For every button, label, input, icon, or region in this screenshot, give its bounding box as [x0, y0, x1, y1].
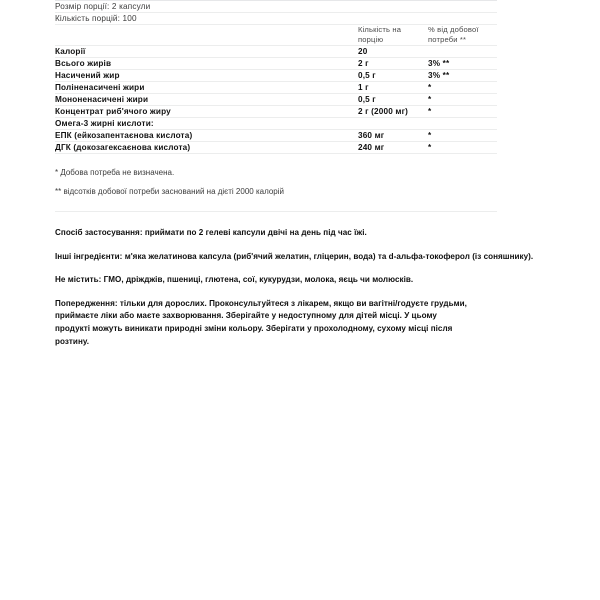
table-row [55, 130, 497, 142]
nutrient-daily-value [428, 46, 497, 58]
nutrient-amount [358, 118, 428, 130]
warning-text: Попередження: тільки для дорослих. Проконсультуйтеся з лікарем, якщо ви вагітні/годуєте грудьми, приймаєте ліки або маєте захворювання. Зберігайте у недоступному для дітей місці. У цьому продукті можуть виникати природні зміни кольору. Зберігати у прохолодному, сухому місці після розтину. [55, 298, 467, 346]
nutrient-name: Калорії [55, 46, 358, 58]
nutrient-name: Поліненасичені жири [55, 82, 358, 94]
column-header-name [55, 25, 358, 46]
servings-per-container-text: Кількість порцій: 100 [55, 13, 497, 25]
directions-text: Спосіб застосування: приймати по 2 гелеві капсули двічі на день під час їжі. [55, 228, 367, 237]
nutrient-group-name: Омега-3 жирні кислоти: [55, 118, 358, 130]
nutrient-daily-value [428, 118, 497, 130]
supplement-facts-table [55, 0, 497, 154]
nutrient-daily-value: * [428, 82, 497, 94]
nutrient-amount: 20 [358, 46, 428, 58]
column-header-daily-value: % від добової потреби ** [428, 25, 497, 46]
nutrient-daily-value: 3% ** [428, 70, 497, 82]
nutrient-name: ДГК (докозагексаєнова кислота) [55, 142, 358, 154]
nutrient-amount: 2 г (2000 мг) [358, 106, 428, 118]
footnote-percent-daily-value-basis: ** відсотків добової потреби заснований на дієті 2000 калорій [55, 187, 284, 196]
nutrient-amount: 2 г [358, 58, 428, 70]
serving-size-text: Розмір порції: 2 капсули [55, 1, 497, 13]
table-row [55, 142, 497, 154]
other-ingredients-text: Інші інгредієнти: м'яка желатинова капсула (риб'ячий желатин, гліцерин, вода) та d-альфа-токоферол (із соняшнику). [55, 251, 534, 261]
table-row [55, 70, 497, 82]
contains-no-text: Не містить: ГМО, дріжджів, пшениці, глютена, сої, кукурудзи, молока, яєць чи молюсків. [55, 275, 414, 285]
servings-per-container-row [55, 13, 497, 25]
nutrient-amount: 0,5 г [358, 94, 428, 106]
nutrient-amount: 1 г [358, 82, 428, 94]
table-row [55, 94, 497, 106]
nutrient-daily-value: 3% ** [428, 58, 497, 70]
table-row [55, 58, 497, 70]
nutrient-amount: 0,5 г [358, 70, 428, 82]
footnotes-section [55, 154, 497, 212]
nutrient-name: Мононенасичені жири [55, 94, 358, 106]
nutrient-daily-value: * [428, 106, 497, 118]
nutrient-amount: 240 мг [358, 142, 428, 154]
label-blurbs-section [55, 212, 555, 348]
nutrient-name: Насичений жир [55, 70, 358, 82]
serving-size-row [55, 1, 497, 13]
table-row [55, 46, 497, 58]
nutrient-daily-value: * [428, 130, 497, 142]
nutrient-amount: 360 мг [358, 130, 428, 142]
table-row [55, 82, 497, 94]
nutrient-name: Концентрат риб'ячого жиру [55, 106, 358, 118]
column-header-amount-per-serving: Кількість на порцію [358, 25, 428, 46]
table-group-row [55, 118, 497, 130]
nutrient-name: Всього жирів [55, 58, 358, 70]
nutrient-daily-value: * [428, 94, 497, 106]
nutrient-name: ЕПК (ейкозапентаєнова кислота) [55, 130, 358, 142]
table-header-row [55, 25, 497, 46]
table-row [55, 106, 497, 118]
nutrient-daily-value: * [428, 142, 497, 154]
footnote-daily-value-not-established: * Добова потреба не визначена. [55, 168, 175, 177]
